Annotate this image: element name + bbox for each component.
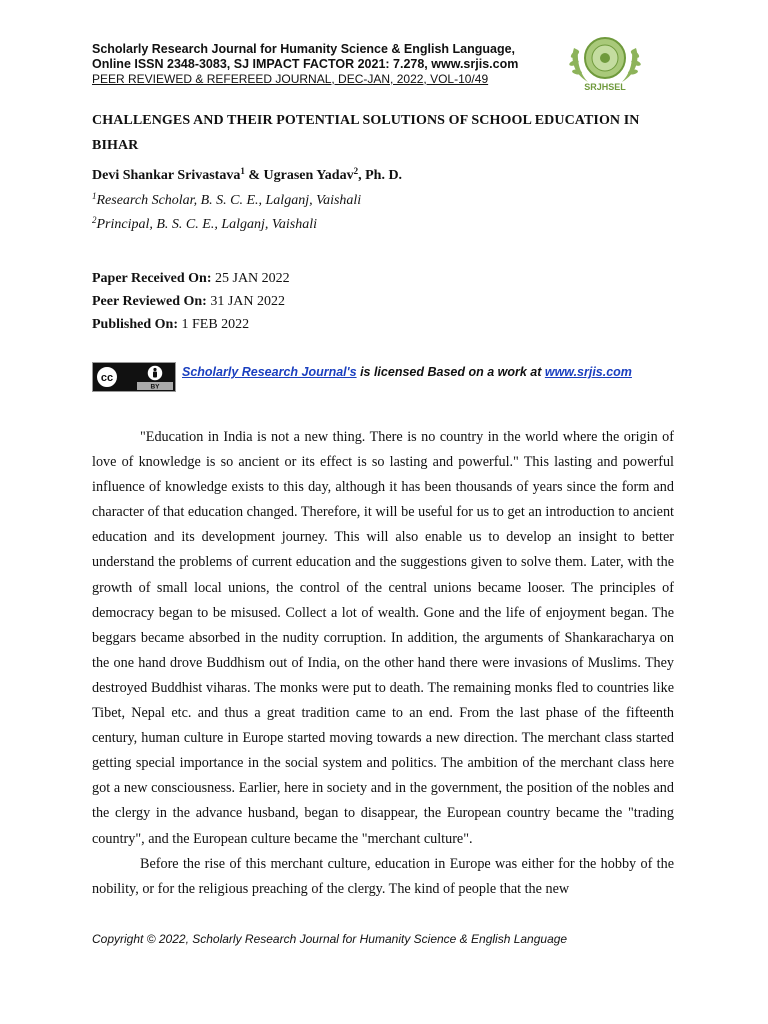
reviewed-value: 31 JAN 2022 — [206, 294, 285, 309]
affiliation-1-marker: 1 — [92, 191, 97, 201]
license-notice — [92, 362, 692, 394]
journal-issue: PEER REVIEWED & REFEREED JOURNAL, DEC-JAN, 2022, VOL-10/49 — [92, 72, 489, 86]
reviewed-label: Peer Reviewed On: — [92, 294, 207, 309]
author-1: Devi Shankar Srivastava — [92, 168, 241, 183]
license-text — [182, 365, 632, 379]
website-link[interactable]: www.srjis.com — [544, 365, 632, 379]
paragraph-2: Before the rise of this merchant culture, education in Europe was either for the hobby of the nobility, or for the religious preaching of the clergy. The kind of people that the new — [92, 855, 674, 897]
paper-dates — [92, 267, 290, 336]
paper-title: CHALLENGES AND THEIR POTENTIAL SOLUTIONS OF SCHOOL EDUCATION IN BIHAR — [92, 113, 640, 153]
authors — [92, 168, 402, 184]
received-date — [92, 267, 290, 290]
published-label: Published On: — [92, 317, 178, 332]
cc-by-badge[interactable] — [92, 362, 176, 392]
journal-header — [92, 42, 552, 87]
copyright-footer: Copyright © 2022, Scholarly Research Journal for Humanity Science & English Language — [92, 932, 568, 946]
by-label: BY — [150, 383, 160, 391]
author-2: Ugrasen Yadav — [263, 168, 354, 183]
journal-link[interactable]: Scholarly Research Journal's — [182, 365, 357, 379]
license-middle: is licensed Based on a work at — [356, 365, 545, 379]
paragraph-1: "Education in India is not a new thing. There is no country in the world where the origin of love of knowledge is so ancient or its effect is so lasting and powerful." This lasting and powerful influence of knowledge exists to this day, although it has been thousands of years since the form and character of that education changed. Therefore, it will be useful for us to get an introduction to ancient education and its development journey. This will also enable us to develop an insight to better understand the problems of current education and the suggestions given to solve them. Later, with the growth of small local unions, the control of the central unions became looser. The principles of democracy began to be misused. Collect a lot of wealth. Gone and the life of enjoyment began. The beggars became absorbed in the nudity corruption. In addition, the arguments of Shankaracharya on the one hand drove Buddhism out of India, on the other hand there were invasions of Muslims. They destroyed Buddhist viharas. The monks were put to death. The remaining monks fled to countries like Tibet, Nepal etc. and thus a great tradition came to an end. From the last phase of the fifteenth century, human culture in Europe started moving towards a new direction. The merchant class started getting special importance in the social system and politics. The ambition of the merchant class here got a new consciousness. Earlier, here in society and in the government, the position of the nobles and the clergy in the advance husband, began to disappear, the European country became the "trading country", and the European culture became the "merchant culture". — [92, 429, 674, 847]
author-separator: & — [244, 168, 264, 183]
affiliation-2 — [92, 217, 317, 233]
affiliation-1-text: Research Scholar, B. S. C. E., Lalganj, Vaishali — [96, 193, 362, 208]
received-label: Paper Received On: — [92, 271, 212, 286]
logo-text: SRJHSEL — [584, 82, 626, 92]
person-icon — [153, 368, 157, 378]
affiliation-2-text: Principal, B. S. C. E., Lalganj, Vaishali — [96, 217, 318, 232]
author-2-suffix: , Ph. D. — [358, 168, 403, 183]
journal-name: Scholarly Research Journal for Humanity Science & English Language, — [92, 42, 516, 56]
published-date — [92, 313, 290, 336]
cc-icon: cc — [100, 372, 114, 384]
published-value: 1 FEB 2022 — [177, 317, 250, 332]
author-1-marker: 1 — [240, 166, 245, 176]
received-value: 25 JAN 2022 — [211, 271, 290, 286]
body-text — [92, 425, 674, 902]
affiliation-1 — [92, 193, 361, 209]
reviewed-date — [92, 290, 290, 313]
author-2-marker: 2 — [353, 166, 359, 176]
affiliation-2-marker: 2 — [92, 215, 97, 225]
journal-logo — [566, 30, 644, 94]
journal-issn: Online ISSN 2348-3083, SJ IMPACT FACTOR 2021: 7.278, www.srjis.com — [92, 57, 519, 71]
